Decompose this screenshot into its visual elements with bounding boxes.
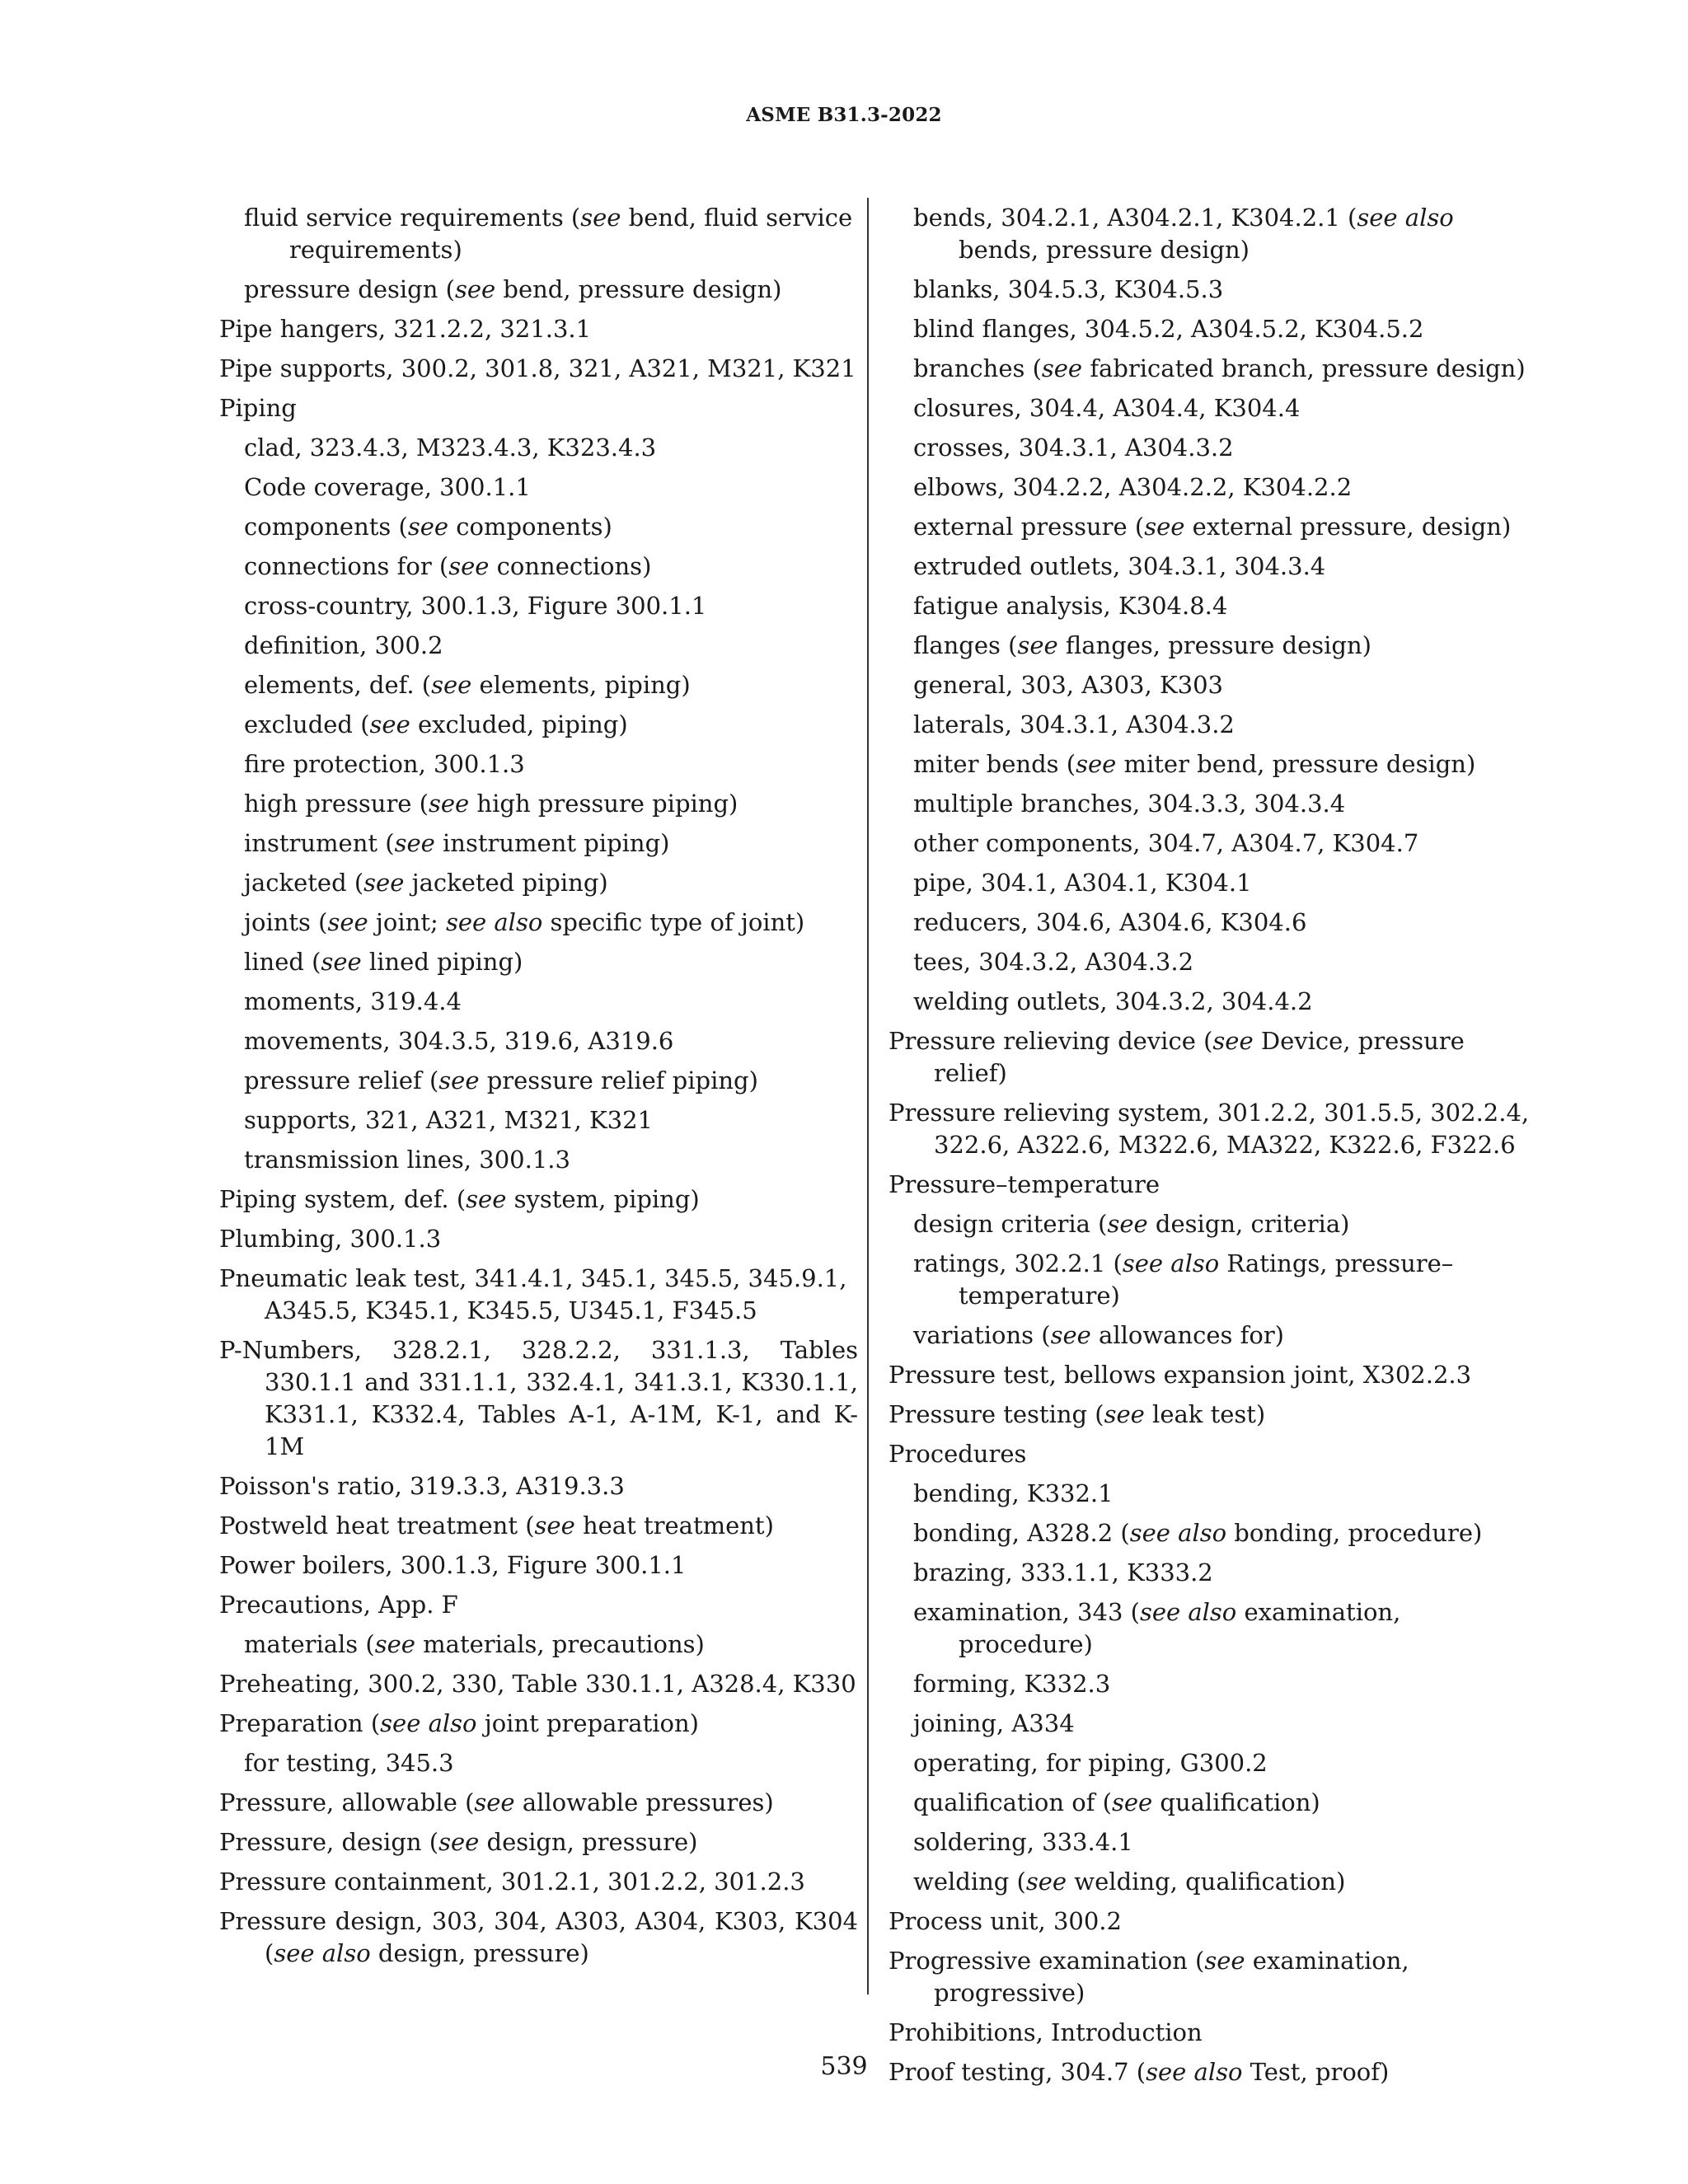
- entry-text: examination, 343 (: [913, 1598, 1140, 1626]
- index-subentry: [889, 827, 1531, 860]
- entry-text: flanges, pressure design): [1057, 631, 1372, 659]
- index-subentry: [219, 1144, 858, 1176]
- index-entry: [219, 1183, 858, 1216]
- index-subentry: [889, 1826, 1531, 1858]
- index-subentry: [889, 709, 1531, 741]
- index-subentry: [219, 1025, 858, 1057]
- index-subentry: [889, 946, 1531, 978]
- index-subentry: [889, 1517, 1531, 1549]
- cross-reference-term: see: [1212, 1027, 1254, 1055]
- index-entry: [219, 1787, 858, 1819]
- index-entry: [219, 313, 858, 345]
- entry-text: excluded, piping): [410, 710, 628, 738]
- index-subentry: [219, 827, 858, 860]
- entry-text: Piping: [219, 394, 297, 422]
- entry-text: forming, K332.3: [913, 1670, 1111, 1698]
- entry-text: joint preparation): [476, 1709, 699, 1737]
- index-subentry: [889, 1866, 1531, 1898]
- entry-text: examination, procedure): [959, 1598, 1401, 1658]
- entry-text: Pressure design, 303, 304, A303, A304, K303, K304 (: [219, 1907, 858, 1967]
- cross-reference-term: see: [1104, 1400, 1145, 1428]
- index-subentry: [889, 1747, 1531, 1779]
- entry-text: joining, A334: [913, 1709, 1075, 1737]
- index-subentry: [889, 1208, 1531, 1240]
- entry-text: connections): [489, 552, 652, 580]
- index-entry: [219, 1589, 858, 1621]
- index-subentry: [889, 1248, 1531, 1312]
- entry-text: connections for (: [244, 552, 449, 580]
- index-subentry: [889, 313, 1531, 345]
- entry-text: bending, K332.1: [913, 1479, 1114, 1507]
- entry-text: Ratings, pressure–temperature): [959, 1249, 1454, 1310]
- entry-text: moments, 319.4.4: [244, 987, 462, 1015]
- cross-reference-term: see also: [1357, 204, 1454, 232]
- entry-text: Pressure relieving device (: [889, 1027, 1213, 1055]
- cross-reference-term: see: [394, 829, 435, 857]
- index-subentry: [889, 1787, 1531, 1819]
- index-column-left: [219, 202, 858, 1977]
- entry-text: Plumbing, 300.1.3: [219, 1225, 442, 1253]
- cross-reference-term: see: [1111, 1788, 1153, 1816]
- index-entry: [219, 1668, 858, 1700]
- index-entry: [219, 1510, 858, 1542]
- index-entry: [889, 1399, 1531, 1431]
- index-entry: [219, 1866, 858, 1898]
- entry-text: bends, 304.2.1, A304.2.1, K304.2.1 (: [913, 204, 1357, 232]
- entry-text: qualification of (: [913, 1788, 1112, 1816]
- entry-text: Device, pressure relief): [934, 1027, 1465, 1087]
- entry-text: Pressure, allowable (: [219, 1788, 475, 1816]
- entry-text: closures, 304.4, A304.4, K304.4: [913, 394, 1301, 422]
- entry-text: fabricated branch, pressure design): [1082, 354, 1526, 382]
- entry-text: elbows, 304.2.2, A304.2.2, K304.2.2: [913, 473, 1353, 501]
- index-subentry: [889, 471, 1531, 504]
- cross-reference-term: see: [1050, 1321, 1091, 1349]
- entry-text: high pressure piping): [469, 790, 738, 818]
- entry-text: Progressive examination (: [889, 1947, 1205, 1975]
- entry-text: Postweld heat treatment (: [219, 1511, 535, 1540]
- cross-reference-term: see also: [1122, 1249, 1220, 1277]
- entry-text: transmission lines, 300.1.3: [244, 1146, 570, 1174]
- index-entry: [219, 1549, 858, 1582]
- entry-text: allowances for): [1090, 1321, 1284, 1349]
- cross-reference-term: see: [369, 710, 410, 738]
- entry-text: Code coverage, 300.1.1: [244, 473, 531, 501]
- entry-text: Preparation (: [219, 1709, 381, 1737]
- page-number: 539: [820, 2052, 868, 2081]
- entry-text: fire protection, 300.1.3: [244, 750, 525, 778]
- entry-text: external pressure, design): [1184, 513, 1512, 541]
- index-entry: [889, 2017, 1531, 2049]
- entry-text: pressure relief (: [244, 1066, 439, 1094]
- entry-text: examination, progressive): [934, 1947, 1409, 2007]
- entry-text: leak test): [1144, 1400, 1266, 1428]
- cross-reference-term: see: [429, 790, 470, 818]
- entry-text: fatigue analysis, K304.8.4: [913, 592, 1228, 620]
- cross-reference-term: see: [534, 1511, 575, 1540]
- entry-text: laterals, 304.3.1, A304.3.2: [913, 710, 1235, 738]
- entry-text: joint;: [368, 908, 446, 936]
- entry-text: welding, qualification): [1067, 1868, 1346, 1896]
- entry-text: Piping system, def. (: [219, 1185, 467, 1213]
- entry-text: other components, 304.7, A304.7, K304.7: [913, 829, 1419, 857]
- cross-reference-term: see: [321, 948, 362, 976]
- index-subentry: [889, 392, 1531, 424]
- entry-text: Procedures: [889, 1440, 1027, 1468]
- index-subentry: [889, 551, 1531, 583]
- index-subentry: [889, 590, 1531, 622]
- entry-text: Pressure containment, 301.2.1, 301.2.2, 301.2.3: [219, 1868, 805, 1896]
- entry-text: jacketed (: [244, 869, 364, 897]
- index-entry: [219, 1905, 858, 1970]
- index-subentry: [219, 551, 858, 583]
- entry-text: blanks, 304.5.3, K304.5.3: [913, 275, 1224, 303]
- entry-text: lined piping): [361, 948, 523, 976]
- index-subentry: [889, 669, 1531, 701]
- index-subentry: [219, 432, 858, 464]
- index-subentry: [219, 1747, 858, 1779]
- cross-reference-term: see: [448, 552, 490, 580]
- cross-reference-term: see also: [274, 1939, 371, 1967]
- cross-reference-term: see: [374, 1630, 415, 1658]
- entry-text: tees, 304.3.2, A304.3.2: [913, 948, 1194, 976]
- entry-text: elements, def. (: [244, 671, 432, 699]
- entry-text: design, pressure): [370, 1939, 589, 1967]
- index-column-right: [889, 202, 1531, 2096]
- index-subentry: [889, 1478, 1531, 1510]
- entry-text: Pipe supports, 300.2, 301.8, 321, A321, M321, K321: [219, 354, 856, 382]
- entry-text: lined (: [244, 948, 321, 976]
- entry-text: general, 303, A303, K303: [913, 671, 1223, 699]
- entry-text: miter bend, pressure design): [1116, 750, 1476, 778]
- entry-text: flanges (: [913, 631, 1018, 659]
- entry-text: for testing, 345.3: [244, 1749, 454, 1777]
- column-divider: [867, 198, 869, 1994]
- cross-reference-term: see: [407, 513, 449, 541]
- cross-reference-term: see: [1076, 750, 1117, 778]
- entry-text: design, pressure): [479, 1828, 698, 1856]
- index-subentry: [889, 1319, 1531, 1352]
- entry-text: materials, precautions): [415, 1630, 705, 1658]
- entry-text: Pressure, design (: [219, 1828, 439, 1856]
- entry-text: Pressure–temperature: [889, 1170, 1160, 1198]
- cross-reference-term: see: [466, 1185, 507, 1213]
- cross-reference-term: see: [1041, 354, 1083, 382]
- entry-text: welding (: [913, 1868, 1026, 1896]
- entry-text: elements, piping): [471, 671, 691, 699]
- index-subentry: [889, 1708, 1531, 1740]
- index-entry: [889, 1359, 1531, 1391]
- entry-text: high pressure (: [244, 790, 429, 818]
- entry-text: ratings, 302.2.1 (: [913, 1249, 1123, 1277]
- index-subentry: [889, 202, 1531, 266]
- cross-reference-term: see: [474, 1788, 515, 1816]
- index-subentry: [219, 630, 858, 662]
- index-subentry: [219, 590, 858, 622]
- entry-text: bends, pressure design): [959, 236, 1250, 264]
- entry-text: design, criteria): [1147, 1210, 1350, 1238]
- index-subentry: [889, 432, 1531, 464]
- cross-reference-term: see: [438, 1066, 480, 1094]
- entry-text: Prohibitions, Introduction: [889, 2018, 1203, 2046]
- cross-reference-term: see: [327, 908, 368, 936]
- entry-text: bonding, procedure): [1226, 1519, 1483, 1547]
- entry-text: multiple branches, 304.3.3, 304.3.4: [913, 790, 1346, 818]
- entry-text: pressure relief piping): [479, 1066, 758, 1094]
- entry-text: excluded (: [244, 710, 370, 738]
- entry-text: components): [448, 513, 612, 541]
- entry-text: Pneumatic leak test, 341.4.1, 345.1, 345.5, 345.9.1, A345.5, K345.1, K345.5, U345.1, F345.5: [219, 1264, 847, 1324]
- cross-reference-term: see also: [1139, 1598, 1237, 1626]
- entry-text: miter bends (: [913, 750, 1076, 778]
- cross-reference-term: see: [363, 869, 405, 897]
- index-subentry: [889, 274, 1531, 306]
- entry-text: pressure design (: [244, 275, 455, 303]
- index-entry: [219, 392, 858, 424]
- entry-text: Test, proof): [1242, 2058, 1390, 2086]
- entry-text: Process unit, 300.2: [889, 1907, 1122, 1935]
- cross-reference-term: see also: [1129, 1519, 1227, 1547]
- index-subentry: [219, 986, 858, 1018]
- entry-text: allowable pressures): [514, 1788, 774, 1816]
- cross-reference-term: see: [431, 671, 472, 699]
- entry-text: crosses, 304.3.1, A304.3.2: [913, 434, 1234, 462]
- entry-text: external pressure (: [913, 513, 1145, 541]
- index-subentry: [219, 1065, 858, 1097]
- index-entry: [889, 1025, 1531, 1090]
- entry-text: materials (: [244, 1630, 375, 1658]
- cross-reference-term: see: [438, 1828, 480, 1856]
- index-subentry: [889, 1596, 1531, 1661]
- index-subentry: [219, 788, 858, 820]
- entry-text: bend, fluid service requirements): [289, 204, 853, 264]
- index-entry: [889, 1438, 1531, 1470]
- index-subentry: [889, 986, 1531, 1018]
- index-subentry: [889, 788, 1531, 820]
- index-entry: [889, 1097, 1531, 1161]
- entry-text: blind flanges, 304.5.2, A304.5.2, K304.5.2: [913, 315, 1424, 343]
- entry-text: joints (: [244, 908, 328, 936]
- cross-reference-term: see: [1204, 1947, 1245, 1975]
- index-subentry: [219, 946, 858, 978]
- index-subentry: [219, 709, 858, 741]
- entry-text: movements, 304.3.5, 319.6, A319.6: [244, 1027, 674, 1055]
- entry-text: bend, pressure design): [495, 275, 782, 303]
- entry-text: operating, for piping, G300.2: [913, 1749, 1268, 1777]
- entry-text: qualification): [1152, 1788, 1320, 1816]
- index-entry: [219, 1470, 858, 1502]
- index-subentry: [889, 1668, 1531, 1700]
- index-subentry: [219, 867, 858, 899]
- entry-text: extruded outlets, 304.3.1, 304.3.4: [913, 552, 1326, 580]
- entry-text: brazing, 333.1.1, K333.2: [913, 1558, 1213, 1586]
- entry-text: variations (: [913, 1321, 1051, 1349]
- entry-text: instrument piping): [434, 829, 670, 857]
- entry-text: heat treatment): [574, 1511, 774, 1540]
- index-entry: [219, 1826, 858, 1858]
- entry-text: Precautions, App. F: [219, 1591, 458, 1619]
- index-entry: [219, 353, 858, 385]
- index-subentry: [219, 511, 858, 543]
- entry-text: design criteria (: [913, 1210, 1108, 1238]
- index-subentry: [889, 748, 1531, 780]
- entry-text: pipe, 304.1, A304.1, K304.1: [913, 869, 1252, 897]
- entry-text: Pressure test, bellows expansion joint, X302.2.3: [889, 1361, 1472, 1389]
- index-subentry: [219, 471, 858, 504]
- index-subentry: [219, 202, 858, 266]
- cross-reference-term: see: [1107, 1210, 1148, 1238]
- cross-reference-term: see also: [1146, 2058, 1243, 2086]
- index-subentry: [219, 1104, 858, 1137]
- entry-text: fluid service requirements (: [244, 204, 581, 232]
- entry-text: soldering, 333.4.1: [913, 1828, 1133, 1856]
- entry-text: branches (: [913, 354, 1042, 382]
- index-subentry: [889, 353, 1531, 385]
- cross-reference-term: see also: [380, 1709, 477, 1737]
- entry-text: reducers, 304.6, A304.6, K304.6: [913, 908, 1307, 936]
- index-entry: [219, 1334, 858, 1463]
- cross-reference-term: see: [1025, 1868, 1067, 1896]
- entry-text: cross-country, 300.1.3, Figure 300.1.1: [244, 592, 707, 620]
- entry-text: Pressure testing (: [889, 1400, 1104, 1428]
- index-entry: [889, 1905, 1531, 1938]
- entry-text: bonding, A328.2 (: [913, 1519, 1130, 1547]
- index-entry: [219, 1708, 858, 1740]
- cross-reference-term: see: [454, 275, 496, 303]
- cross-reference-term: see: [1144, 513, 1185, 541]
- entry-text: Power boilers, 300.1.3, Figure 300.1.1: [219, 1551, 687, 1579]
- index-subentry: [219, 274, 858, 306]
- index-subentry: [219, 669, 858, 701]
- index-subentry: [889, 511, 1531, 543]
- entry-text: clad, 323.4.3, M323.4.3, K323.4.3: [244, 434, 657, 462]
- index-entry: [219, 1223, 858, 1255]
- index-subentry: [219, 1629, 858, 1661]
- entry-text: welding outlets, 304.3.2, 304.4.2: [913, 987, 1313, 1015]
- cross-reference-term: see: [580, 204, 621, 232]
- entry-text: Proof testing, 304.7 (: [889, 2058, 1146, 2086]
- index-entry: [889, 1169, 1531, 1201]
- running-header: ASME B31.3-2022: [746, 104, 942, 126]
- entry-text: Pipe hangers, 321.2.2, 321.3.1: [219, 315, 592, 343]
- index-entry: [219, 1263, 858, 1327]
- entry-text: components (: [244, 513, 408, 541]
- index-subentry: [219, 907, 858, 939]
- cross-reference-term: see: [1017, 631, 1058, 659]
- entry-text: system, piping): [506, 1185, 700, 1213]
- index-subentry: [889, 1557, 1531, 1589]
- index-subentry: [889, 630, 1531, 662]
- entry-text: Preheating, 300.2, 330, Table 330.1.1, A328.4, K330: [219, 1670, 856, 1698]
- entry-text: supports, 321, A321, M321, K321: [244, 1106, 654, 1134]
- entry-text: Pressure relieving system, 301.2.2, 301.5.5, 302.2.4, 322.6, A322.6, M322.6, MA322, K322.6, F322.6: [889, 1099, 1530, 1159]
- entry-text: P-Numbers, 328.2.1, 328.2.2, 331.1.3, Tables 330.1.1 and 331.1.1, 332.4.1, 341.3.1, K330.1.1, K331.1, K332.4, Tables A-1, A-1M, K-1, and K-1M: [219, 1336, 858, 1460]
- entry-text: Poisson's ratio, 319.3.3, A319.3.3: [219, 1472, 625, 1500]
- entry-text: definition, 300.2: [244, 631, 443, 659]
- entry-text: specific type of joint): [542, 908, 805, 936]
- entry-text: jacketed piping): [404, 869, 608, 897]
- index-subentry: [219, 748, 858, 780]
- cross-reference-term: see also: [445, 908, 543, 936]
- index-subentry: [889, 907, 1531, 939]
- index-subentry: [889, 867, 1531, 899]
- index-entry: [889, 1945, 1531, 2009]
- entry-text: instrument (: [244, 829, 395, 857]
